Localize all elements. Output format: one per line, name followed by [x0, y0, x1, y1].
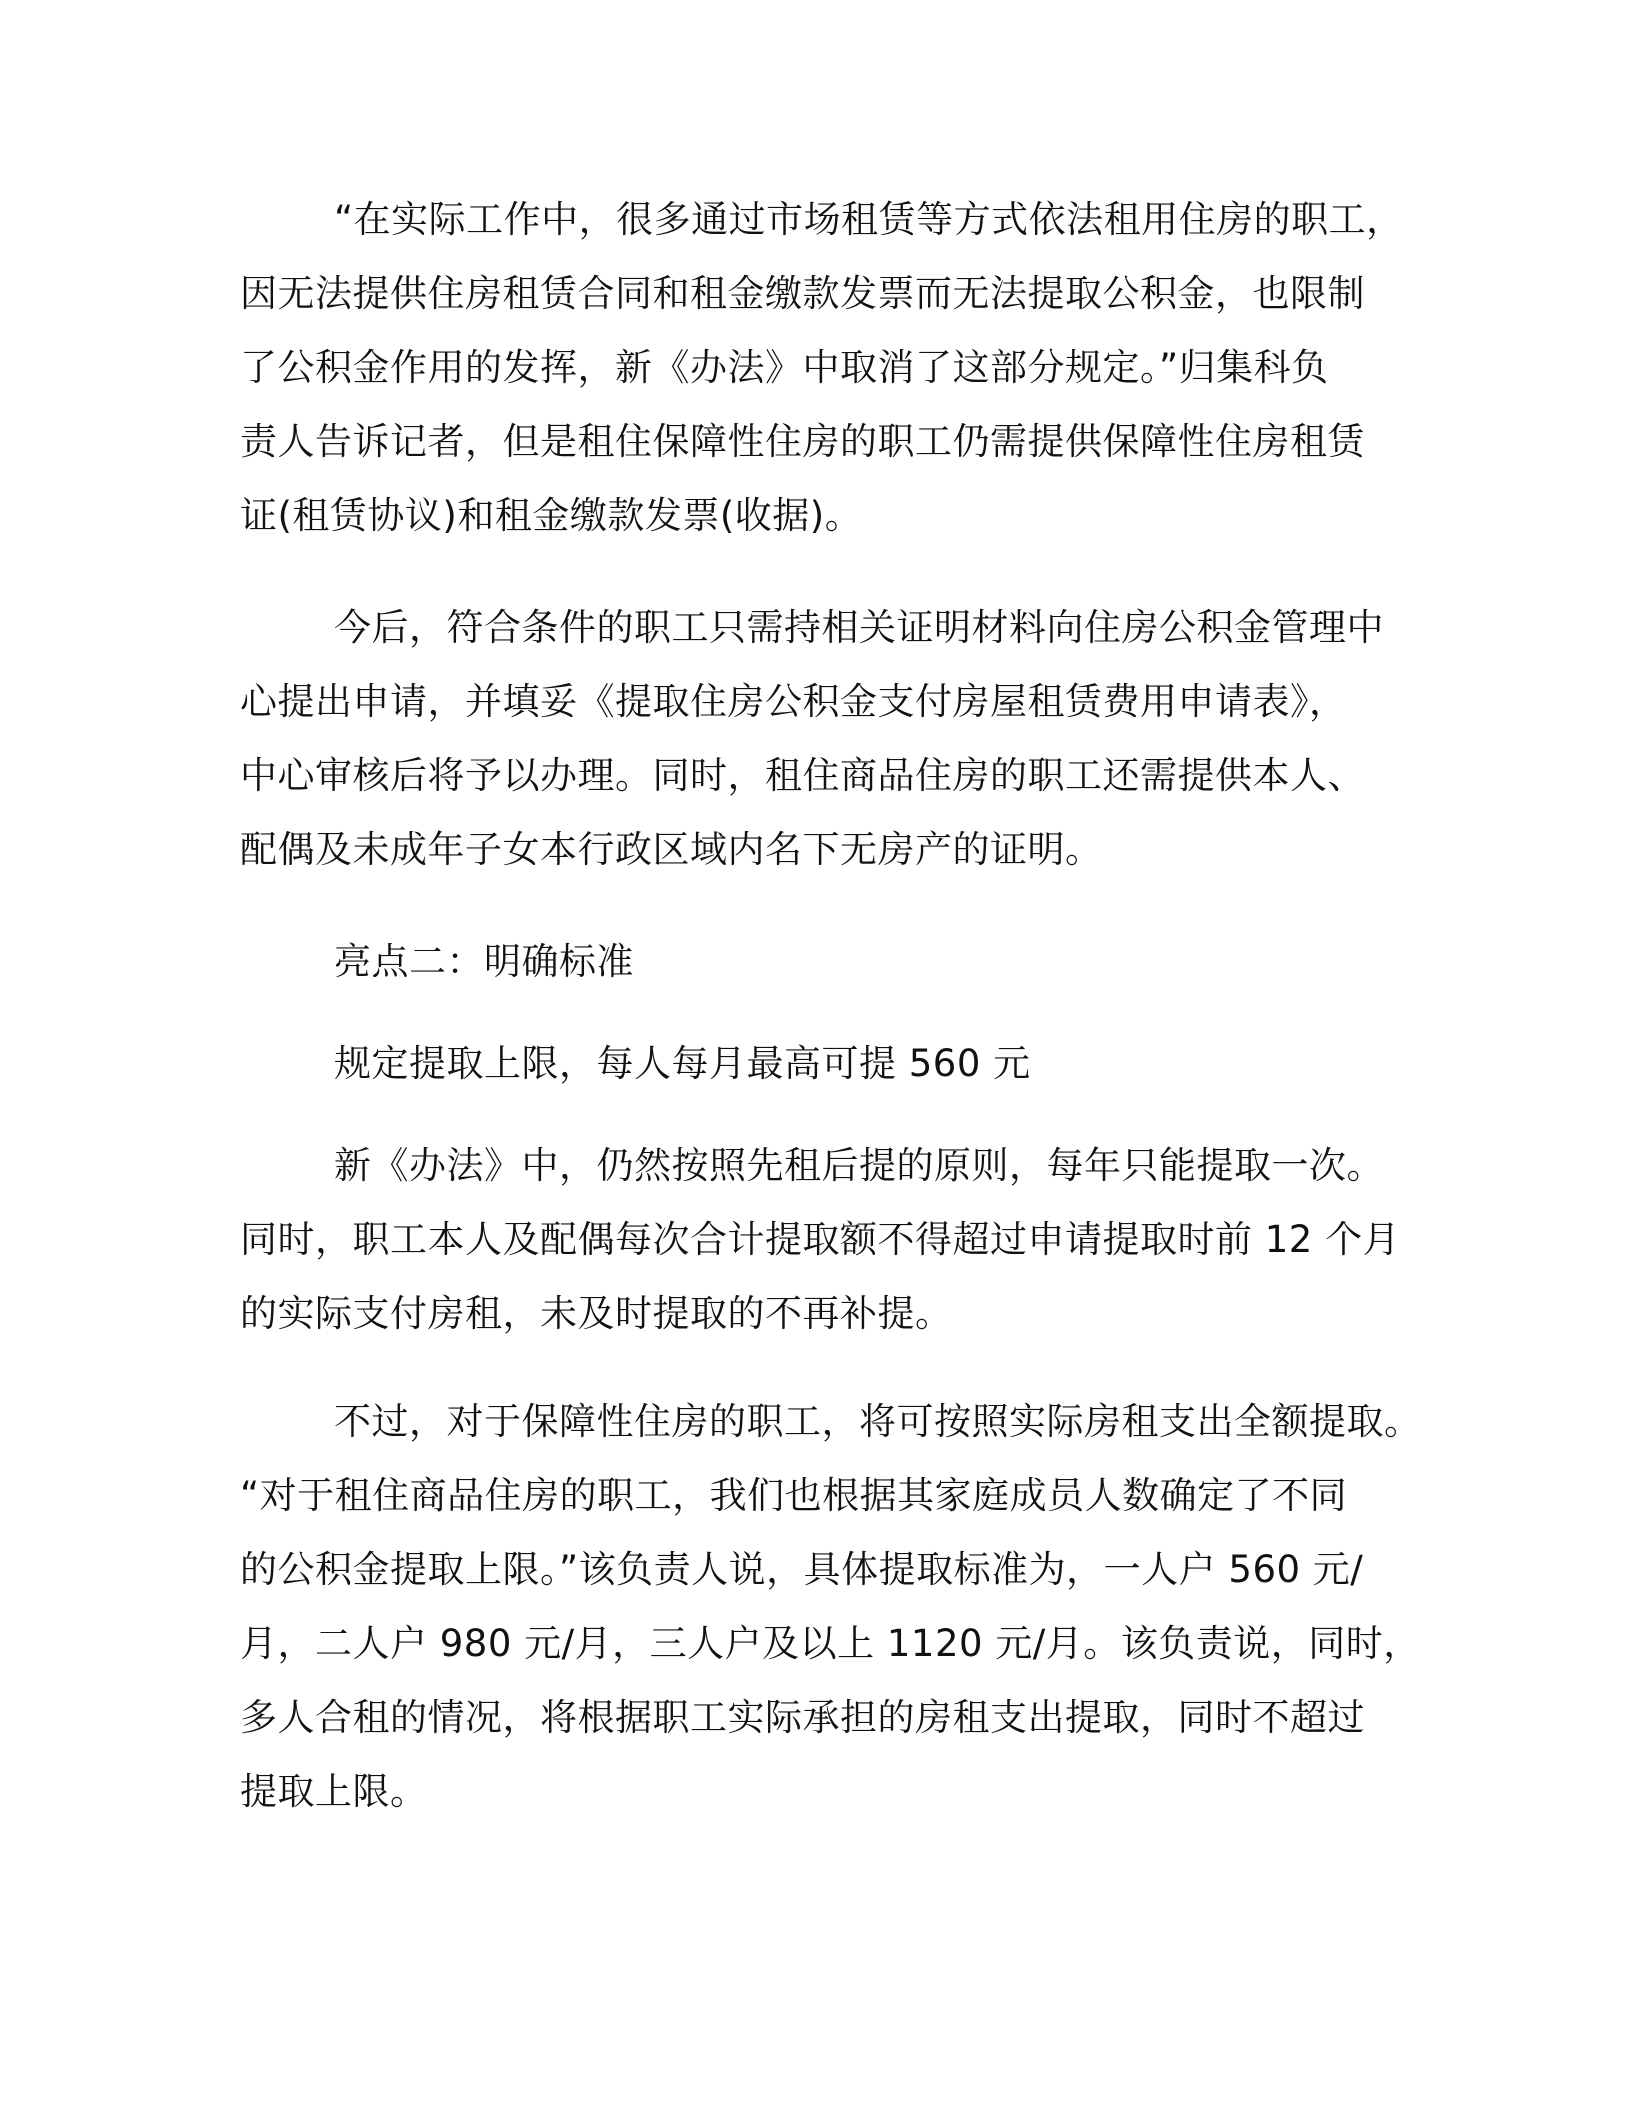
paragraph-2-line-3: 中心审核后将予以办理。同时，租住商品住房的职工还需提供本人、 — [240, 754, 1365, 797]
section-subheading: 规定提取上限，每人每月最高可提 560 元 — [334, 1042, 1031, 1085]
paragraph-1-line-5: 证(租赁协议)和租金缴款发票(收据)。 — [240, 494, 863, 537]
section-heading: 亮点二：明确标准 — [334, 940, 634, 983]
paragraph-4-line-5: 多人合租的情况，将根据职工实际承担的房租支出提取，同时不超过 — [240, 1696, 1365, 1739]
paragraph-1-line-4: 责人告诉记者，但是租住保障性住房的职工仍需提供保障性住房租赁 — [240, 420, 1365, 463]
paragraph-4-line-3: 的公积金提取上限。”该负责人说，具体提取标准为，一人户 560 元/ — [240, 1548, 1364, 1591]
paragraph-3-line-1: 新《办法》中，仍然按照先租后提的原则，每年只能提取一次。 — [334, 1144, 1384, 1187]
paragraph-3-line-2: 同时，职工本人及配偶每次合计提取额不得超过申请提取时前 12 个月 — [240, 1218, 1401, 1261]
paragraph-4-line-2: “对于租住商品住房的职工，我们也根据其家庭成员人数确定了不同 — [240, 1474, 1348, 1517]
paragraph-4-line-1: 不过，对于保障性住房的职工，将可按照实际房租支出全额提取。 — [334, 1400, 1422, 1443]
paragraph-4-line-4: 月，二人户 980 元/月，三人户及以上 1120 元/月。该负责说，同时， — [240, 1622, 1421, 1665]
paragraph-2-line-2: 心提出申请，并填妥《提取住房公积金支付房屋租赁费用申请表》， — [240, 680, 1347, 723]
paragraph-2-line-1: 今后，符合条件的职工只需持相关证明材料向住房公积金管理中 — [334, 606, 1384, 649]
paragraph-2-line-4: 配偶及未成年子女本行政区域内名下无房产的证明。 — [240, 828, 1103, 871]
paragraph-4-line-6: 提取上限。 — [240, 1770, 428, 1813]
paragraph-1-line-2: 因无法提供住房租赁合同和租金缴款发票而无法提取公积金，也限制 — [240, 272, 1365, 315]
paragraph-1-line-3: 了公积金作用的发挥，新《办法》中取消了这部分规定。”归集科负 — [240, 346, 1329, 389]
paragraph-3-line-3: 的实际支付房租，未及时提取的不再补提。 — [240, 1292, 953, 1335]
paragraph-1-line-1: “在实际工作中，很多通过市场租赁等方式依法租用住房的职工， — [334, 198, 1404, 241]
